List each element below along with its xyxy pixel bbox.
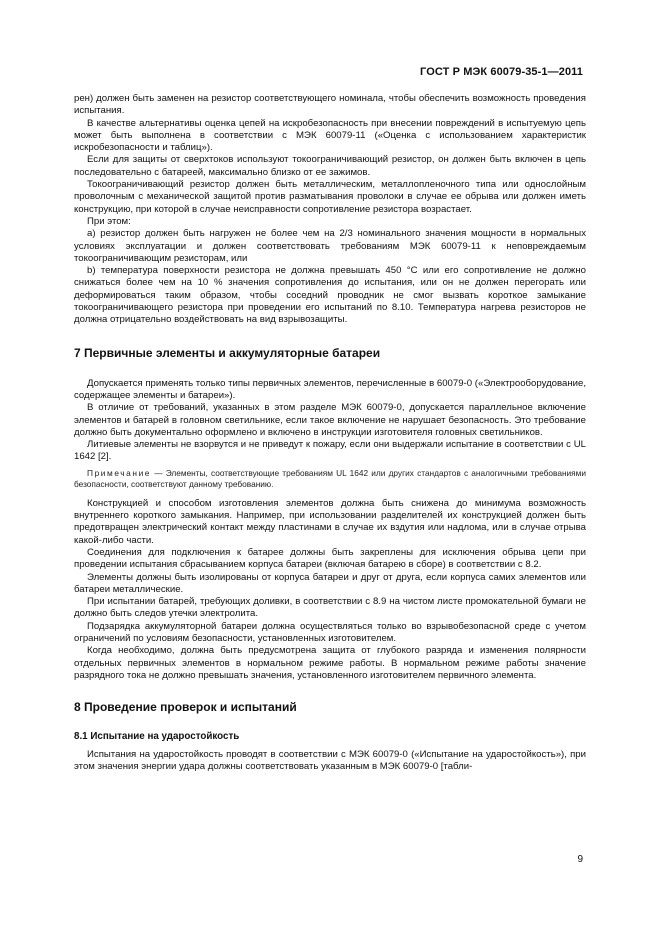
list-item-a: a) резистор должен быть нагружен не более чем на 2/3 номинального значения мощности в нормальных условиях эксплуатации и должен соответствовать требованиям МЭК 60079-11 к неповреждаемым токоограничивающим резисторам, или — [74, 228, 586, 264]
section-8-heading: 8 Проведение проверок и испытаний — [74, 700, 297, 715]
paragraph: Конструкцией и способом изготовления элементов должна быть снижена до минимума возможность внутреннего короткого замыкания. Например, при использовании разделителей их конструкцией должен быть предотвращен электрический контакт между пластинами в случае их вздутия или надлома, или в случае отрыва какой-либо части. — [74, 497, 586, 546]
subsection-8-1-heading: 8.1 Испытание на ударостойкость — [74, 731, 240, 743]
paragraph: Допускается применять только типы первичных элементов, перечисленные в 60079-0 («Электрооборудование, содержащее элементы и батареи»). — [74, 377, 586, 401]
paragraph: Элементы должны быть изолированы от корпуса батареи и друг от друга, если корпуса самих элементов или батареи металлические. — [74, 571, 586, 595]
paragraph: При этом: — [87, 215, 131, 227]
note-label: Примечание — [87, 467, 152, 478]
paragraph: Испытания на ударостойкость проводят в соответствии с МЭК 60079-0 («Испытание на ударостойкость»), при этом значения энергии удара должны соответствовать указанным в МЭК 60079-0 [табли- — [74, 749, 586, 773]
note — [74, 468, 586, 491]
list-item-b: b) температура поверхности резистора не должна превышать 450 °С или его сопротивление не должно снижаться более чем на 10 % значения сопротивления до испытания, или он не должен перегорать или деформироваться таким образом, чтобы соседний проводник не смог вызвать короткое замыкание токоограничивающего резистора при проведении его испытаний по 8.10. Температура нагрева резисторов не должна отрицательно воздействовать на вид взрывозащиты. — [74, 265, 586, 326]
paragraph: При испытании батарей, требующих доливки, в соответствии с 8.9 на чистом листе промокательной бумаги не должно быть следов утечки электролита. — [74, 596, 586, 620]
paragraph: Когда необходимо, должна быть предусмотрена защита от глубокого разряда и изменения полярности отдельных первичных элементов в нормальном режиме работы. В нормальном режиме работы значение разрядного тока не должно превышать значения, установленного изготовителем первичного элемента. — [74, 645, 586, 681]
paragraph: Токоограничивающий резистор должен быть металлическим, металлопленочного типа или однослойным проволочным с механической защитой против разматывания проволоки в случае ее обрыва или должен иметь конструкцию, при которой в случае неисправности сопротивление резистора возрастает. — [74, 179, 586, 215]
paragraph: Литиевые элементы не взорвутся и не приведут к пожару, если они выдержали испытание в соответствии с UL 1642 [2]. — [74, 439, 586, 463]
section-7-heading: 7 Первичные элементы и аккумуляторные батареи — [74, 345, 381, 360]
paragraph: Если для защиты от сверхтоков используют токоограничивающий резистор, он должен быть включен в цепь последовательно с батареей, максимально близко от ее зажимов. — [74, 154, 586, 178]
note-text: — Элементы, соответствующие требованиям UL 1642 или других стандартов с аналогичными требованиями безопасности, соответствуют данному требованию. — [74, 467, 586, 490]
paragraph: Соединения для подключения к батарее должны быть закреплены для исключения обрыва цепи при проведении испытания сбрасыванием корпуса батареи (включая батарею в сборе) в соответствии с 8.2. — [74, 546, 586, 571]
paragraph: В качестве альтернативы оценка цепей на искробезопасность при внесении повреждений в испытуемую цепь может быть выполнена в соответствии с МЭК 60079-11 («Оценка с использованием характеристик искробезопасности и таблиц»). — [74, 117, 586, 154]
document-code: ГОСТ Р МЭК 60079-35-1—2011 — [420, 66, 583, 78]
page-body — [74, 93, 586, 774]
paragraph: рен) должен быть заменен на резистор соответствующего номинала, чтобы обеспечить возможность проведения испытания. — [74, 93, 586, 117]
paragraph: Подзарядка аккумуляторной батареи должна осуществляться только во взрывобезопасной среде с учетом ограничений по условиям безопасности, установленных изготовителем. — [74, 620, 586, 644]
paragraph: В отличие от требований, указанных в этом разделе МЭК 60079-0, допускается параллельное включение элементов и батарей в головном светильнике, если такое включение не нарушает безопасность. Это требование должно быть документально оформлено и включено в инструкции изготовителя головных светильников. — [74, 402, 586, 438]
page-number: 9 — [577, 854, 583, 865]
